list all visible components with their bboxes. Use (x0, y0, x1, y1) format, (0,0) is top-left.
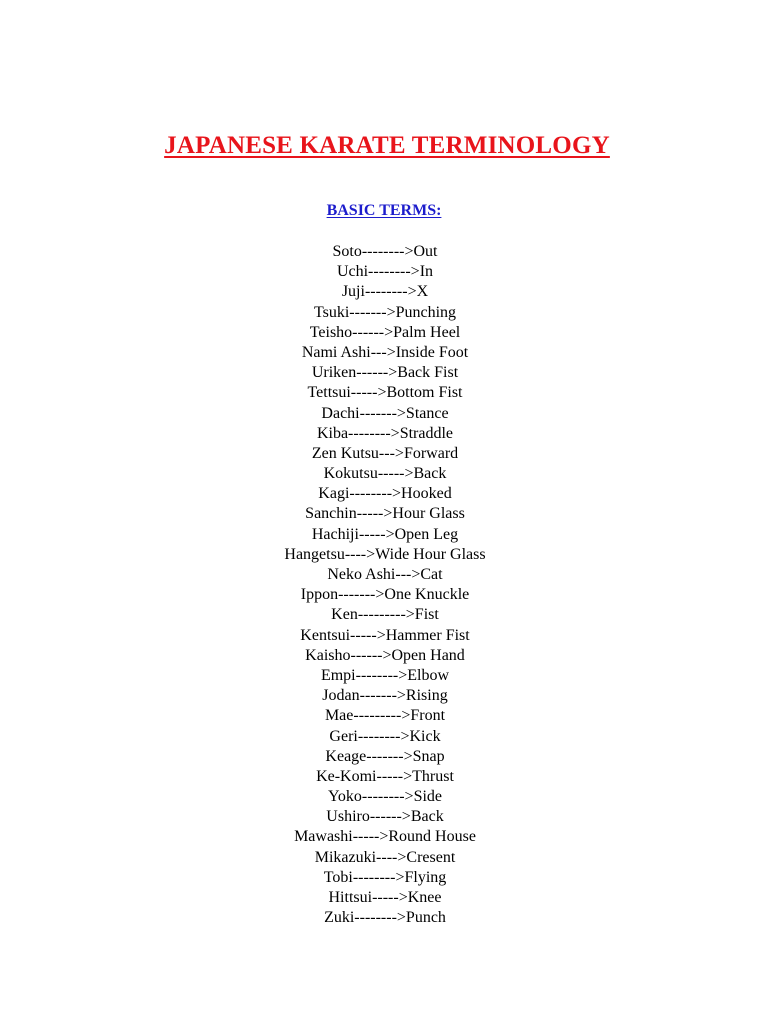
term-row: Tettsui----->Bottom Fist (307, 384, 463, 402)
term-row: Nami Ashi--->Inside Foot (301, 343, 469, 361)
term-row: Soto-------->Out (332, 243, 438, 260)
term-row: Dachi------->Stance (321, 404, 449, 422)
term-row: Empi-------->Elbow (320, 666, 450, 684)
term-row: Hachiji----->Open Leg (311, 525, 459, 543)
terms-list (0, 242, 768, 928)
term-row: Uriken------>Back Fist (311, 364, 459, 382)
term-row: Mae--------->Front (324, 707, 446, 725)
term-row: Zuki-------->Punch (324, 909, 446, 927)
term-row: Neko Ashi--->Cat (327, 566, 443, 583)
term-row: Hangetsu---->Wide Hour Glass (284, 545, 486, 563)
term-row: Tobi-------->Flying (323, 868, 447, 886)
term-row: Kaisho------>Open Hand (305, 646, 465, 664)
term-row: Kentsui----->Hammer Fist (300, 626, 470, 644)
term-row: Mawashi----->Round House (294, 828, 476, 846)
term-row: Ippon------->One Knuckle (300, 586, 470, 604)
term-row: Hittsui----->Knee (328, 889, 442, 906)
term-row: Ushiro------>Back (326, 808, 444, 826)
term-row: Kiba-------->Straddle (316, 424, 454, 442)
term-row: Keage------->Snap (325, 747, 445, 765)
term-row: Geri-------->Kick (329, 727, 441, 745)
section-heading: BASIC TERMS: (326, 202, 442, 219)
term-row: Juji-------->X (341, 283, 429, 301)
term-row: Kokutsu----->Back (323, 465, 447, 483)
term-row: Kagi-------->Hooked (318, 485, 452, 503)
term-row: Ke-Komi----->Thrust (316, 767, 454, 785)
term-row: Uchi-------->In (336, 263, 434, 281)
term-row: Mikazuki---->Cresent (314, 848, 456, 866)
term-row: Zen Kutsu--->Forward (311, 444, 459, 462)
term-row: Yoko-------->Side (327, 788, 443, 806)
term-row: Ken--------->Fist (331, 606, 439, 624)
document-title: JAPANESE KARATE TERMINOLOGY (164, 132, 610, 159)
term-row: Jodan------->Rising (322, 687, 448, 705)
term-row: Sanchin----->Hour Glass (305, 505, 465, 523)
term-row: Tsuki------->Punching (313, 303, 457, 321)
term-row: Teisho------>Palm Heel (309, 323, 461, 341)
